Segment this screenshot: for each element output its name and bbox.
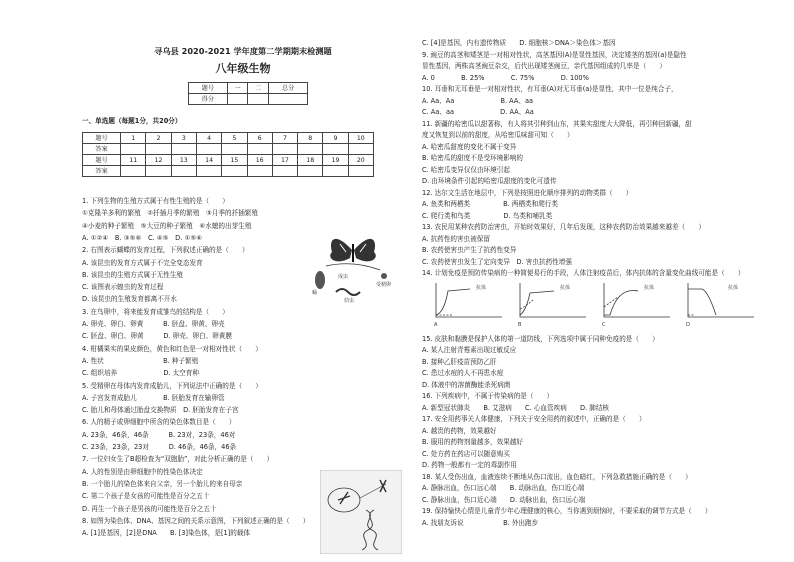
antibody-curve — [436, 289, 470, 315]
antibody-curve — [688, 289, 716, 315]
answer-number: 16 — [247, 155, 272, 166]
question-option: ①克隆羊多利的繁殖 ②扦插月季的繁殖 ③月季的扦插繁殖 — [82, 209, 258, 218]
question-option: A. 卵壳、卵白、卵黄 B. 胚盘、卵黄、卵壳 — [82, 320, 225, 328]
answer-number: 7 — [272, 133, 297, 144]
antibody-label: 抗体 — [728, 285, 739, 291]
question-option: A. Aa、Aa B. AA、aa — [422, 96, 534, 105]
answer-cell[interactable] — [222, 166, 247, 177]
q14-graph-c — [602, 283, 670, 328]
question-stem: 3. 在鸟卵中，将来能发育成雏鸟的结构是（ ） — [82, 307, 229, 316]
answer-cell[interactable] — [146, 166, 171, 177]
question-stem: 11. 新疆的哈密瓜以甜著称，有人将其引种到山东，其果实甜度大大降低，再引种回新疆，甜 — [422, 119, 692, 128]
question-stem: 1. 下列生物的生殖方式属于有性生殖的是（ ） — [82, 197, 229, 205]
answer-number: 11 — [121, 155, 146, 166]
question-option: A. 鱼类和两栖类 B. 两栖类和爬行类 — [422, 200, 558, 208]
answer-number: 13 — [171, 155, 196, 166]
answer-number: 17 — [272, 155, 297, 166]
answer-number: 8 — [298, 133, 323, 144]
answer-label: 题号 — [83, 155, 121, 166]
question-stem: 10. 耳垂和无耳垂是一对相对性状，有耳垂(A)对无耳垂(a)是显性，其中一位是纯合子， — [422, 85, 678, 93]
option-letter: A — [434, 322, 438, 328]
answer-cell[interactable] — [298, 144, 323, 155]
question-stem: 7. 一位妇女生了B超检查为“双胞胎”，对此分析正确的是（ ） — [82, 455, 274, 464]
answer-cell[interactable] — [171, 144, 196, 155]
question-option: C. 胎儿和母体通过胎盘交换物质 D. 胚胎发育在子宫 — [82, 406, 239, 415]
question-stem: 6. 人的精子或卵细胞中所含的染色体数目是（ ） — [82, 418, 236, 427]
question-option: A. [1]是基因，[2]是DNA B. [3]染色体，是[1]的载体 — [82, 529, 251, 538]
label-larva: 幼虫 — [344, 298, 355, 304]
question-option: A. 新型冠状肺炎 B. 艾滋病 C. 心血管疾病 D. 肺结核 — [422, 403, 610, 412]
question-option: B. 哈密瓜的甜度不是受环境影响的 — [422, 154, 524, 162]
question-option: A. ①②④ B. ③⑤⑥ C. ④⑤ D. ①⑤⑥ — [82, 233, 203, 242]
egg-shape — [381, 273, 387, 279]
question-option: C. 患过水痘的人不再患水痘 — [422, 369, 504, 377]
question-option: D. 该昆虫的生殖发育都离不开水 — [82, 295, 177, 304]
q14-graph-b — [518, 283, 586, 328]
score-header: 总分 — [269, 83, 308, 94]
answer-cell[interactable] — [298, 166, 323, 177]
graph-axis — [520, 283, 586, 317]
question-stem: 17. 安全用药事关人体健康，下列关于安全用药的叙述中，正确的是（ ） — [422, 415, 646, 423]
question-option: C. 组织培养 D. 太空育种 — [82, 369, 199, 378]
answer-cell[interactable] — [323, 144, 348, 155]
answer-number: 19 — [323, 155, 348, 166]
question-stem: 15. 皮肤和黏膜是保护人体的第一道防线，下列选项中属于同种免疫的是（ ） — [422, 334, 659, 343]
question-stem: 9. 豌豆的高茎和矮茎是一对相对性状，高茎基因(A)是显性基因，决定矮茎的基因(a)是隐性 — [422, 50, 687, 59]
question-option: A. 性状 B. 种子繁殖 — [82, 356, 199, 365]
score-header: 题号 — [189, 83, 228, 94]
answer-label: 题号 — [83, 133, 121, 144]
question-option: C. 23条，23条，23对 D. 46条，46条，46条 — [82, 443, 237, 451]
question-option: ④小麦的种子繁殖 ⑤大豆的种子繁殖 ⑥水螅的出芽生殖 — [82, 221, 252, 230]
reference-curve — [604, 297, 618, 307]
label-adult: 成虫 — [338, 274, 349, 280]
answer-number: 4 — [196, 133, 221, 144]
question-option: C. Aa、aa D. AA、Aa — [422, 108, 534, 116]
exam-title: 寻乌县 2020-2021 学年度第二学期期末检测题 — [154, 46, 332, 56]
question-option: A. 越贵的药物，效果越好 — [422, 426, 497, 435]
butterfly-lifecycle-figure — [306, 230, 398, 310]
answer-cell[interactable] — [348, 166, 373, 177]
pupa-shape — [315, 271, 325, 289]
question-option: C. 静脉出血，伤口近心端 D. 动脉出血，伤口远心端 — [422, 495, 586, 504]
question-option: D. 体液中的溶菌酶能杀死病菌 — [422, 380, 511, 389]
answer-number: 1 — [121, 133, 146, 144]
question-option: B. 服用的药物剂量越多，效果越好 — [422, 438, 524, 446]
question-stem: 16. 下列疾病中，不属于传染病的是（ ） — [422, 392, 554, 400]
answer-cell[interactable] — [121, 144, 146, 155]
antibody-curve — [520, 291, 554, 315]
antibody-curve — [604, 291, 638, 316]
question-option: C. 农药使害虫发生了定向变异 D. 害虫抗药性增强 — [422, 257, 572, 266]
score-header: 二 — [248, 83, 269, 94]
question-option: 度又恢复到以前的甜度，从哈密瓜味甜可知（ ） — [422, 131, 574, 139]
question-stem: 14. 计划免疫是预防传染病的一种简便易行的手段，人体注射疫苗后，体内抗体的含量变化曲线可能是（ ） — [422, 269, 745, 277]
antibody-label: 抗体 — [476, 285, 487, 291]
question-option: A. 哈密瓜甜度的变化不属于变异 — [422, 142, 517, 151]
answer-table — [82, 132, 374, 177]
answer-cell[interactable] — [323, 166, 348, 177]
score-cell[interactable] — [269, 94, 308, 105]
answer-cell[interactable] — [222, 144, 247, 155]
score-cell[interactable] — [227, 94, 248, 105]
option-letter: D — [686, 322, 690, 328]
antibody-label: 抗体 — [644, 285, 655, 291]
question-stem: 13. 农民用某种农药防治害虫，开始时效果好，几年后发现，这种农药防治效果越来越差（ ） — [422, 223, 705, 231]
answer-cell[interactable] — [146, 144, 171, 155]
question-option: A. 23条，46条，46条 B. 23对，23条，46对 — [82, 430, 236, 439]
question-stem: 12. 达尔文生活在地层中，下列是按照进化顺序排列的动物类群（ ） — [422, 188, 633, 197]
answer-number: 14 — [196, 155, 221, 166]
q14-graph-d — [686, 283, 754, 328]
question-option: A. 子宫发育成胎儿 B. 胚胎发育在输卵管 — [82, 393, 225, 402]
question-stem: 2. 右图表示蝴蝶的发育过程，下列叙述正确的是（ ） — [82, 246, 249, 255]
question-option: A. 0 B. 25% C. 75% D. 100% — [422, 73, 589, 82]
question-option: A. 找朋友诉说 B. 外出跑步 — [422, 518, 539, 527]
answer-label: 答案 — [83, 144, 121, 155]
question-option: C. 该图表示蝗虫的发育过程 — [82, 283, 164, 292]
question-option: C. 哈密瓜变异仅仅由环境引起 — [422, 165, 510, 174]
question-option: A. 该昆虫的发育方式属于不完全变态发育 — [82, 258, 203, 267]
option-letter: B — [518, 322, 522, 328]
answer-cell[interactable] — [196, 166, 221, 177]
question-option: A. 人的性别是由卵细胞中的性染色体决定 — [82, 467, 203, 476]
question-option: B. 接种乙肝疫苗预防乙肝 — [422, 357, 497, 366]
q14-graph-a — [434, 283, 502, 328]
question-option: B. 该昆虫的生殖方式属于无性生殖 — [82, 270, 184, 279]
q14-antibody-graphs — [432, 279, 772, 329]
answer-cell[interactable] — [272, 144, 297, 155]
question-stem: 18. 某人受伤出血，血液连续不断地从伤口流出，血色暗红，下列急救措施正确的是（ ） — [422, 472, 692, 481]
question-option: A. 某人注射青霉素出现过敏反应 — [422, 346, 517, 354]
answer-cell[interactable] — [272, 166, 297, 177]
answer-number: 18 — [298, 155, 323, 166]
label-egg: 受精卵 — [376, 282, 392, 288]
question-option: D. 由环境条件引起的哈密瓜甜度的变化可遗传 — [422, 177, 557, 185]
answer-number: 6 — [247, 133, 272, 144]
question-option: A. 静脉出血，伤口远心端 B. 动脉出血，伤口近心端 — [422, 484, 585, 492]
answer-cell[interactable] — [247, 144, 272, 155]
question-stem: 5. 受精卵在母体内发育成胎儿，下列说法中正确的是（ ） — [82, 381, 262, 390]
question-option: B. 一个胎儿的染色体来自父亲，另一个胎儿的来自母亲 — [82, 479, 243, 488]
answer-number: 9 — [323, 133, 348, 144]
answer-cell[interactable] — [196, 144, 221, 155]
answer-number: 5 — [222, 133, 247, 144]
option-letter: C — [602, 322, 606, 328]
question-option: C. 爬行类和鸟类 D. 鸟类和哺乳类 — [422, 211, 553, 220]
answer-number: 15 — [222, 155, 247, 166]
answer-number: 10 — [348, 133, 373, 144]
score-row-label: 得分 — [189, 94, 228, 105]
exam-subject: 八年级生物 — [215, 62, 271, 75]
answer-cell[interactable] — [121, 166, 146, 177]
question-option: C. 胚盘、卵白、卵黄 D. 卵壳、卵白、卵黄膜 — [82, 332, 232, 341]
graph-axis — [688, 283, 754, 317]
cycle-arrow — [326, 264, 380, 270]
question-stem: 4. 柑橘果实的果皮颜色，黄色和红色是一对相对性状（ ） — [82, 344, 262, 353]
score-header: 一 — [227, 83, 248, 94]
question-option: C. [4]是基因，内有遗传物质 D. 细胞核＞DNA＞染色体＞基因 — [422, 39, 616, 47]
question-stem: 8. 如图为染色体、DNA、基因之间的关系示意图，下列叙述正确的是（ ） — [82, 516, 310, 525]
question-option: C. 第二个孩子是女孩的可能性是百分之五十 — [82, 492, 210, 501]
answer-number: 2 — [146, 133, 171, 144]
question-option: D. 再生一个孩子是男孩的可能性是百分之五十 — [82, 504, 217, 513]
question-option: 显性基因，两株高茎豌豆杂交，后代出现矮茎豌豆，亲代基因组成的几率是（ ） — [422, 62, 666, 70]
answer-cell[interactable] — [348, 144, 373, 155]
chromosome-figure — [320, 470, 402, 554]
question-option: B. 农药使害虫产生了抗药性变异 — [422, 246, 517, 254]
answer-number: 12 — [146, 155, 171, 166]
butterfly-icon — [330, 239, 376, 262]
answer-cell[interactable] — [247, 166, 272, 177]
answer-number: 20 — [348, 155, 373, 166]
score-table — [188, 82, 308, 105]
label-pupa: 蛹 — [312, 290, 318, 296]
question-stem: 19. 保持愉快心情是儿童青少年心理健康的核心，当你遇到烦恼时，不要采取的调节方式是（ ） — [422, 507, 712, 515]
left-column — [82, 30, 404, 558]
section-heading: 一、单选题（每题1分，共20分） — [82, 117, 182, 125]
question-option: D. 药物一般都有一定的毒副作用 — [422, 461, 517, 469]
answer-number: 3 — [171, 133, 196, 144]
answer-cell[interactable] — [171, 166, 196, 177]
antibody-label: 抗体 — [560, 285, 571, 291]
right-column — [422, 38, 772, 558]
question-option: C. 处方药在药店可以随意购买 — [422, 449, 510, 458]
larva-shape — [336, 289, 360, 295]
question-option: A. 抗药性的害虫被保留 — [422, 234, 490, 243]
answer-label: 答案 — [83, 166, 121, 177]
score-cell[interactable] — [248, 94, 269, 105]
